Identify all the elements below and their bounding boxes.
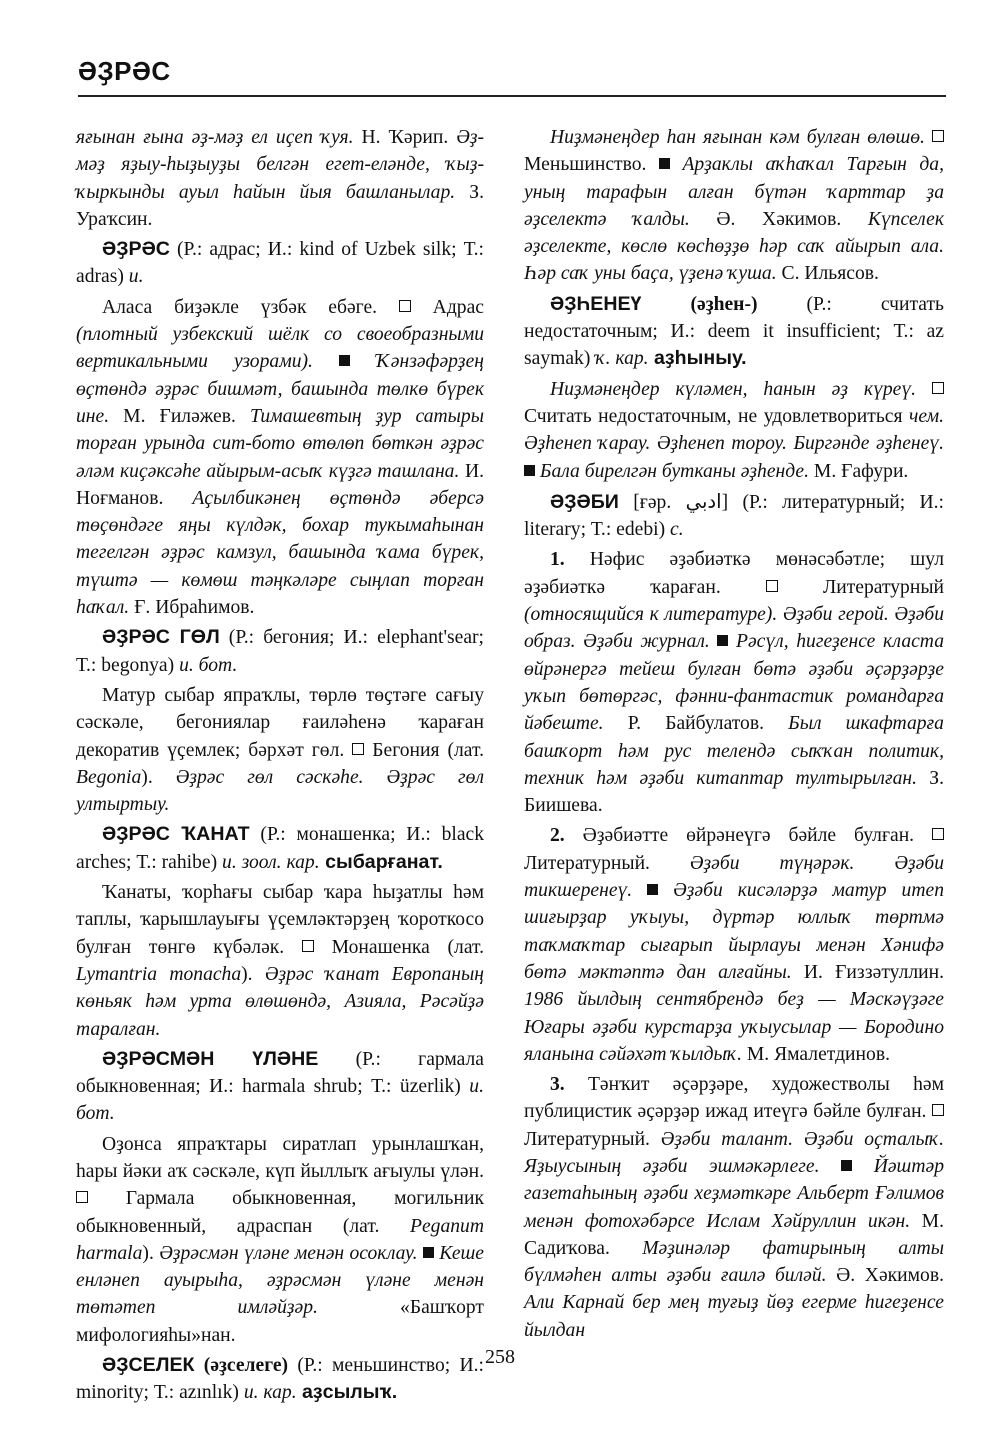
filled-square-icon	[339, 355, 350, 366]
entry-headword-line: ӘҘӘБИ [ғәр. ادبي] (Р.: литературный; И.: literary; Т.: edebi) с.	[524, 489, 944, 541]
page-header	[78, 56, 946, 97]
entry-headword-line: ӘҘРӘС ҠАНАТ (Р.: монашенка; И.: black arches; Т.: rahibe) и. зоол. кар. сыбарғанат.	[76, 823, 485, 873]
entry-headword-line: ӘҘСЕЛЕК (әҙселеге) (Р.: меньшинство; И.: minority; Т.: azınlık) и. кар. аҙсылыҡ.	[76, 1354, 484, 1404]
headword: ӘҘӘБИ	[550, 490, 619, 513]
running-head-title: ӘҘРӘС	[78, 56, 171, 86]
open-square-icon	[302, 940, 314, 952]
entry-continuation: яғынан ғына әҙ-мәҙ ел иҫеп ҡуя. Н. Ҡәрип. Әҙ-мәҙ яҙыу-һыҙыуҙы белгән егет-еләнде, ҡыҙ-ҡыркынды ауыл һайын йыя башланылар. З. Ураҡсин.	[76, 127, 484, 230]
open-square-icon	[352, 743, 364, 755]
filled-square-icon	[524, 465, 535, 476]
entry-definition: Аласа биҙәкле үзбәк ебәге. Адрас (плотный узбекский шёлк со своеобразными вертикальными узорами). Ҡәнзәфәрҙең өҫтөндә әҙрәс бишмәт, башында төлкө бүрек ине. М. Ғиләжев. Тимашевтың ҙур сатыры торған урында сит-бото өтөлөп бөткән әҙрәс әләм киҫәксәһе айырым-асыҡ күҙгә ташлана. И. Ноғманов. Аҫылбикәнең өҫтөндә әберсә төҫөндәге яңы күлдәк, бохар тукымаһынан тегелгән әҙрәс камзул, башында ҡама бүрек, түштә — көмөш тәңкәләре сыңлап торған һаҡал. Ғ. Ибраһимов.	[76, 296, 485, 619]
headword: ӘҘРӘС	[102, 238, 170, 261]
filled-square-icon	[423, 1247, 434, 1258]
entry-headword-line: ӘҘРӘС ГӨЛ (Р.: бегония; И.: elephant'sear; Т.: begonya) и. бот.	[76, 626, 484, 676]
filled-square-icon	[717, 635, 728, 646]
open-square-icon	[932, 1104, 944, 1116]
cross-reference: сыбарғанат.	[319, 850, 443, 873]
cross-reference: аҙсылыҡ.	[296, 1381, 398, 1404]
filled-square-icon	[841, 1160, 852, 1171]
open-square-icon	[932, 382, 944, 394]
entry-headword-line: ӘҘРӘСМӘН ҮЛӘНЕ (Р.: гармала обыкновенная; И.: harmala shrub; Т.: üzerlik) и. бот.	[76, 1047, 484, 1125]
arabic-etymon: ادبي	[685, 489, 722, 513]
sense-2: 2. Әҙәбиәтте өйрәнеүгә бәйле булған. Литературный. Әҙәби түңәрәк. Әҙәби тикшеренеү. Әҙәби кисәләрҙә матур итеп шиғырҙар уҡыуы, дүртәр юллыҡ төртмә таҡмаҡтар сығарып йырлауы менән Хәнифә бөтә мәктәптә дан алғайны. И. Ғиззәтуллин. 1986 йылдың сентябрендә беҙ — Мәскәүҙәге Юғары әҙәби курстарҙа уҡыусылар — Бородино яланына сәйәхәт ҡылдыҡ. М. Ямалетдинов.	[524, 825, 944, 1065]
sense-3: 3. Тәнҡит әҫәрҙәре, художестволы һәм публицистик әҫәрҙәр ижад итеүгә бәйле булған. Литературный. Әҙәби талант. Әҙәби оҫталыҡ. Яҙыусының әҙәби эшмәкәрлеге. Йәштәр газетаһының әҙәби хеҙмәткәре Альберт Ғәлимов менән фотохәбәрсе Ислам Хәйруллин икән. М. Садиҡова. Мәҙинәләр фатирының алты бүлмәһен алты әҙәби ғаилә биләй. Ә. Хәкимов. Али Карнай бер мең туғыҙ йөҙ егерме һигеҙенсе йылдан	[524, 1074, 945, 1341]
sense-number: 2.	[550, 825, 565, 847]
entry-definition: Матур сыбар япраҡлы, төрлө төҫтәге сағыу сәскәле, бегониялар ғаиләһенә ҡараған декоратив үҫемлек; бәрхәт гөл. Бегония (лат. Begonia). Әҙрәс гөл сәскәһе. Әҙрәс гөл ултыртыу.	[76, 684, 484, 816]
entry-headword-line: ӘҘРӘС (Р.: адрас; И.: kind of Uzbek silk; Т.: adras) и.	[76, 238, 484, 288]
right-column	[524, 124, 944, 1347]
sense-number: 3.	[550, 1074, 565, 1096]
headword: ӘҘҺЕНЕҮ	[550, 292, 642, 315]
entry-definition: Ҡанаты, ҡорһағы сыбар ҡара һыҙатлы һәм таплы, ҡарышлауығы үҫемләктәрҙең ҡороткосо булған төнгө күбәләк. Монашенка (лат. Lymantria monacha). Әҙрәс ҡанат Европаның көньяк һәм урта өлөшөндә, Азияла, Рәсәйҙә таралған.	[76, 882, 484, 1040]
open-square-icon	[932, 130, 944, 142]
open-square-icon	[399, 300, 411, 312]
headword: ӘҘРӘСМӘН ҮЛӘНЕ	[102, 1047, 319, 1070]
sense-1: 1. Нәфис әҙәбиәткә мөнәсәбәтле; шул әҙәбиәткә ҡараған. Литературный (относящийся к литературе). Әҙәби герой. Әҙәби образ. Әҙәби журнал. Рәсүл, һигеҙенсе класта өйрәнергә тейеш булған бөтә әҙәби әҫәрҙәрҙе уҡып бөтөргәс, фәнни-фантастик романдарға йәбеште. Р. Байбулатов. Был шкафтарға башҡорт һәм рус телендә сыҡҡан политик, техник һәм әҙәби китаптар тултырылған. З. Биишева.	[524, 549, 944, 817]
entry-headword-line: ӘҘҺЕНЕҮ (әҙһен-) (Р.: считать недостаточным; И.: deem it insufficient; Т.: az saymak) ҡ. кар. аҙһыныу.	[524, 292, 944, 370]
cross-reference: аҙһыныу.	[648, 347, 747, 370]
entry-definition: Ниҙмәнеңдер күләмен, һанын әҙ күреү. Считать недостаточным, не удовлетвориться чем. Әҙһенеп ҡарау. Әҙһенеп тороу. Биргәнде әҙһенеү. Бала бирелгән бутканы әҙһенде. М. Ғафури.	[524, 378, 944, 482]
open-square-icon	[76, 1191, 88, 1203]
headword: ӘҘСЕЛЕК	[102, 1354, 195, 1377]
filled-square-icon	[659, 158, 670, 169]
page-number: 258	[485, 1346, 515, 1368]
entry-definition: Оҙонса япраҡтары сиратлап урынлашҡан, һары йәки аҡ сәскәле, күп йыллыҡ ағыулы үлән. Гармала обыкновенная, могильник обыкновенный, адраспан (лат. Peganum harmala). Әҙрәсмән үләне менән осоклау. Кеше енләнеп ауырыһа, әҙрәсмән үләне менән төтәтеп имләйҙәр. «Башҡорт мифологияһы»нан.	[76, 1133, 484, 1346]
entry-definition: Ниҙмәнеңдер һан яғынан кәм булған өлөшө. Меньшинство. Арҙаклы аҡһаҡал Тарғын да, уның тарафын алған бүтән ҡарттар ҙа әҙселектә ҡалды. Ә. Хәкимов. Күпселек әҙселекте, көслө көсһөҙҙө һәр саҡ айырып ала. Һәр саҡ уны баҫа, үҙенә ҡуша. С. Ильясов.	[524, 127, 944, 285]
headword: ӘҘРӘС ҠАНАТ	[102, 823, 250, 846]
headword: ӘҘРӘС ГӨЛ	[102, 626, 220, 649]
open-square-icon	[932, 828, 944, 840]
filled-square-icon	[647, 884, 658, 895]
open-square-icon	[766, 580, 778, 592]
left-column	[76, 124, 484, 1410]
sense-number: 1.	[550, 549, 565, 571]
